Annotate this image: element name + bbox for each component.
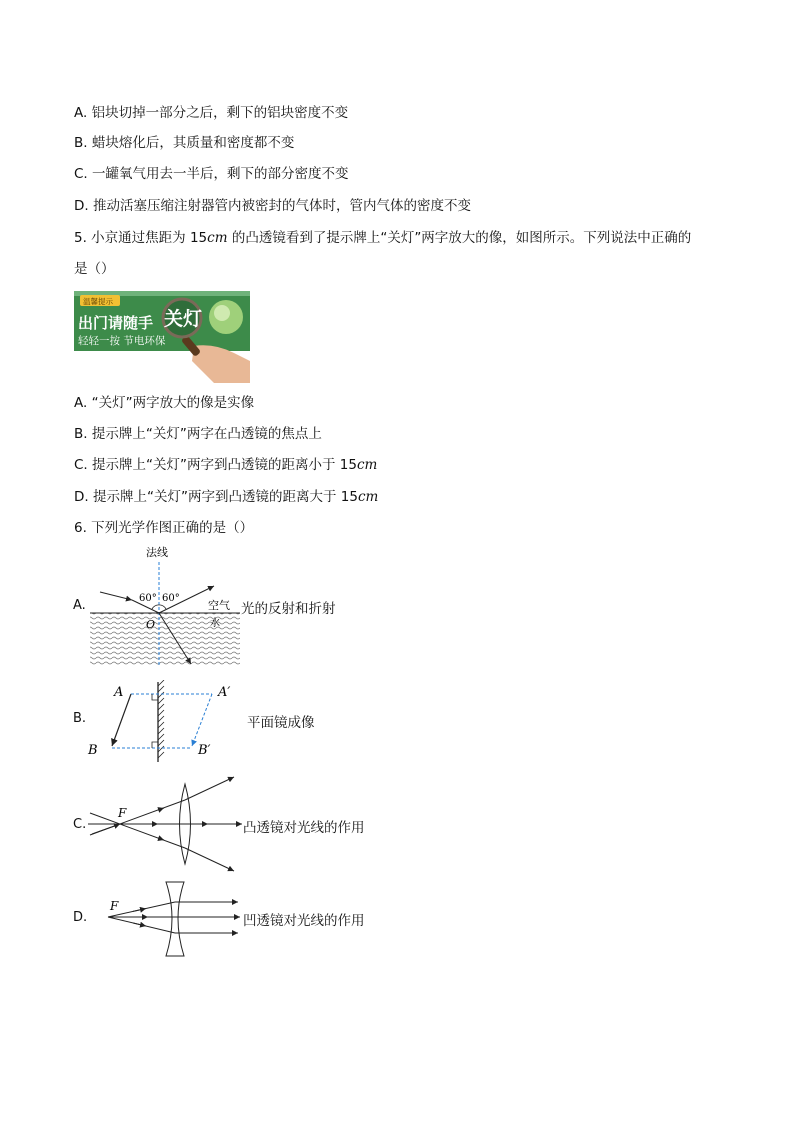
point-o-label: O [146,618,156,631]
right-angle-a [152,694,158,700]
q5-stem-post: 的凸透镜看到了提示牌上“关灯”两字放大的像，如图所示。下列说法中正确的 [227,230,692,246]
q5-option-a: A. “关灯”两字放大的像是实像 [74,395,255,411]
q5-option-c-text: C. 提示牌上“关灯”两字到凸透镜的距离小于 15 [74,457,357,473]
sign-photo [74,291,250,383]
sign-magnified-text: 关灯 [164,308,203,330]
q5-stem-unit: cm [207,230,228,246]
q5-option-d-unit: cm [357,489,379,505]
q6-d-caption: 凹透镜对光线的作用 [243,913,365,929]
q6-a-label: A. [73,598,86,613]
water-label: 水 [210,618,220,629]
image-arrow [192,694,212,746]
q6-b-label: B. [73,711,87,726]
sign-main-text: 出门请随手 [78,314,154,332]
q6-d-label: D. [73,910,88,925]
incident-ray [100,592,132,600]
q5-option-c-unit: cm [356,457,378,473]
label-b-image: B′ [198,743,211,758]
ray-c-2-out [185,848,234,871]
sign-tag: 温馨提示 [83,297,113,306]
diagram-convex-lens [88,774,244,874]
ray-d-top-mid-arrow [133,909,146,912]
air-label: 空气 [208,599,230,612]
ray-c-2 [90,813,185,848]
object-arrow [112,694,131,746]
ray-c-2-mid-arrow [158,838,164,840]
diagram-concave-lens [88,878,244,962]
q5-option-d-text: D. 提示牌上“关灯”两字到凸透镜的距离大于 15 [74,489,358,505]
angle-label-1: 60° [139,593,157,604]
q6-b-caption: 平面镜成像 [247,715,315,731]
q6-a-caption: 光的反射和折射 [241,601,336,617]
q4-option-a: A. 铝块切掉一部分之后，剩下的铝块密度不变 [74,105,349,121]
diagram-reflection-refraction [88,540,248,670]
q4-option-d: D. 推动活塞压缩注射器管内被密封的气体时，管内气体的密度不变 [74,198,471,214]
q5-stem [74,229,691,247]
label-a-image: A′ [218,685,231,700]
q5-option-b: B. 提示牌上“关灯”两字在凸透镜的焦点上 [74,426,322,442]
q5-option-c [74,456,377,474]
label-b: B [88,743,98,758]
focus-label-d: F [110,899,119,913]
q4-option-b: B. 蜡块熔化后，其质量和密度都不变 [74,135,295,151]
ray-d-bottom-mid-arrow [133,923,146,926]
diagram-plane-mirror [86,680,246,764]
angle-label-2: 60° [162,593,180,604]
label-a: A [114,685,124,700]
normal-label: 法线 [146,546,168,559]
ray-c-1-mid-arrow [158,808,164,810]
ray-c-1-arrow [92,824,120,834]
q6-c-label: C. [73,817,87,832]
mirror-hatching [158,680,164,758]
sign-sub-text: 轻轻一按 节电环保 [78,335,166,347]
q5-stem-pre: 5. 小京通过焦距为 15 [74,230,208,246]
q5-option-d [74,488,378,506]
ray-c-1-out [185,777,234,800]
q4-option-c: C. 一罐氧气用去一半后，剩下的部分密度不变 [74,166,349,182]
q5-stem-line2: 是（） [74,261,115,277]
q6-stem: 6. 下列光学作图正确的是（） [74,520,254,536]
q6-c-caption: 凸透镜对光线的作用 [243,820,365,836]
right-angle-b [152,742,158,748]
concave-lens-shape [166,882,184,956]
focus-label-c: F [118,806,127,820]
